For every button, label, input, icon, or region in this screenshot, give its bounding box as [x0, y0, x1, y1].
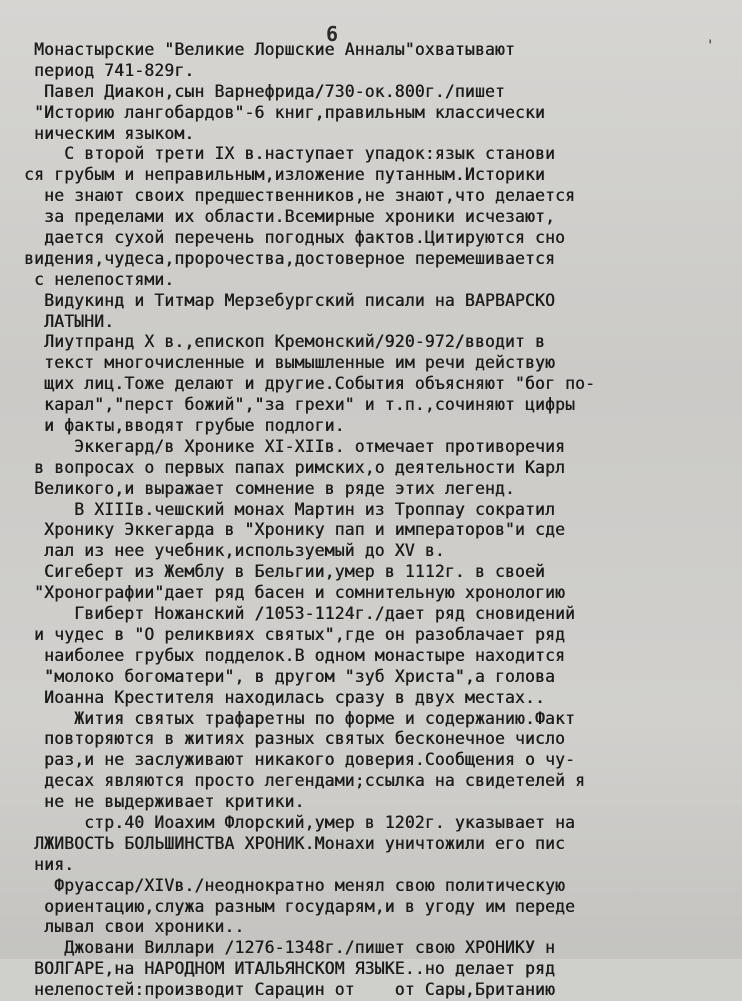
text-line: Монастырские "Великие Лоршские Анналы"охватывают: [14, 40, 515, 59]
text-line: Иоанна Крестителя находилась сразу в двух местах..: [14, 687, 545, 707]
text-line: Лиутпранд X в.,епископ Кремонский/920-972/вводит в: [14, 332, 545, 352]
page-number: 6: [326, 22, 339, 46]
text-line: дается сухой перечень погодных фактов.Цитируются сно: [14, 228, 565, 248]
text-line: "Историю лангобардов"-6 книг,правильным классически: [14, 102, 545, 122]
text-line: ВОЛГАРЕ,на НАРОДНОМ ИТАЛЬЯНСКОМ ЯЗЫКЕ..но делает ряд: [14, 959, 555, 979]
text-line: карал","перст божий","за грехи" и т.п.,сочиняют цифры: [14, 395, 576, 415]
page-text: [14, 40, 738, 1001]
text-line: С второй трети IX в.наступает упадок:язык станови: [14, 144, 555, 164]
text-line: стр.40 Иоахим Флорский,умер в 1202г. указывает на: [14, 812, 576, 832]
text-line: ническим языком.: [14, 123, 195, 143]
text-line: Эккегард/в Хронике XI-XIIв. отмечает противоречия: [14, 436, 565, 456]
text-line: десах являются просто легендами;ссылка на свидетелей я: [14, 771, 586, 791]
text-line: "Хронографии"дает ряд басен и сомнительную хронологию: [14, 583, 565, 603]
text-line: Хронику Эккегарда в "Хронику пап и императоров"и сде: [14, 520, 565, 540]
text-line: ориентацию,служа разным государям,и в угоду им переде: [14, 896, 576, 916]
text-line: Павел Диакон,сын Варнефрида/730-ок.800г./пишет: [14, 81, 505, 101]
text-line: Видукинд и Титмар Мерзебургский писали на ВАРВАРСКО: [14, 290, 555, 310]
text-line: повторяются в житиях разных святых бесконечное число: [14, 729, 565, 749]
text-line: ЛЖИВОСТЬ БОЛЬШИНСТВА ХРОНИК.Монахи уничтожили его пис: [14, 833, 565, 853]
text-line: щих лиц.Тоже делают и другие.События объясняют "бог по-: [14, 374, 596, 394]
text-line: лывал свои хроники..: [14, 917, 245, 937]
text-line: видения,чудеса,пророчества,достоверное перемешивается: [14, 248, 555, 268]
text-line: нелепостей:производит Сарацин от от Сары,Британию: [14, 980, 555, 1000]
text-line: и факты,вводят грубые подлоги.: [14, 416, 345, 436]
text-line: лал из нее учебник,используемый до XV в.: [14, 541, 445, 561]
text-line: Фруассар/XIVв./неоднократно менял свою политическую: [14, 875, 565, 895]
text-line: ния.: [14, 854, 75, 874]
text-line: не знают своих предшественников,не знают,что делается: [14, 186, 576, 206]
text-line: Джовани Виллари /1276-1348г./пишет свою ХРОНИКУ н: [14, 938, 555, 958]
text-line: в вопросах о первых папах римских,о деятельности Карл: [14, 457, 565, 477]
text-line: не не выдерживает критики.: [14, 792, 305, 812]
text-line: период 741-829г.: [14, 60, 195, 80]
text-line: "молоко богоматери", в другом "зуб Христа",а голова: [14, 666, 555, 686]
text-line: раз,и не заслуживают никакого доверия.Сообщения о чу-: [14, 750, 576, 770]
text-line: Гвиберт Ножанский /1053-1124г./дает ряд сновидений: [14, 604, 576, 624]
text-line: и чудес в "О реликвиях святых",где он разоблачает ряд: [14, 624, 565, 644]
text-line: Великого,и выражает сомнение в ряде этих легенд.: [14, 478, 515, 498]
text-line: Жития святых трафаретны по форме и содержанию.Факт: [14, 708, 576, 728]
text-line: текст многочисленные и вымышленные им речи действую: [14, 353, 555, 373]
text-line: ся грубым и неправильным,изложение путанным.Историки: [14, 165, 545, 185]
text-line: ЛАТЫНИ.: [14, 311, 115, 331]
text-line: В XIIIв.чешский монах Мартин из Троппау сократил: [14, 499, 555, 519]
text-line: за пределами их области.Всемирные хроники исчезают,: [14, 207, 555, 227]
text-line: наиболее грубых подделок.В одном монастыре находится: [14, 645, 565, 665]
text-line: с нелепостями.: [14, 269, 175, 289]
text-line: Сигеберт из Жемблу в Бельгии,умер в 1112г. в своей: [14, 562, 545, 582]
margin-mark: ': [706, 38, 715, 54]
